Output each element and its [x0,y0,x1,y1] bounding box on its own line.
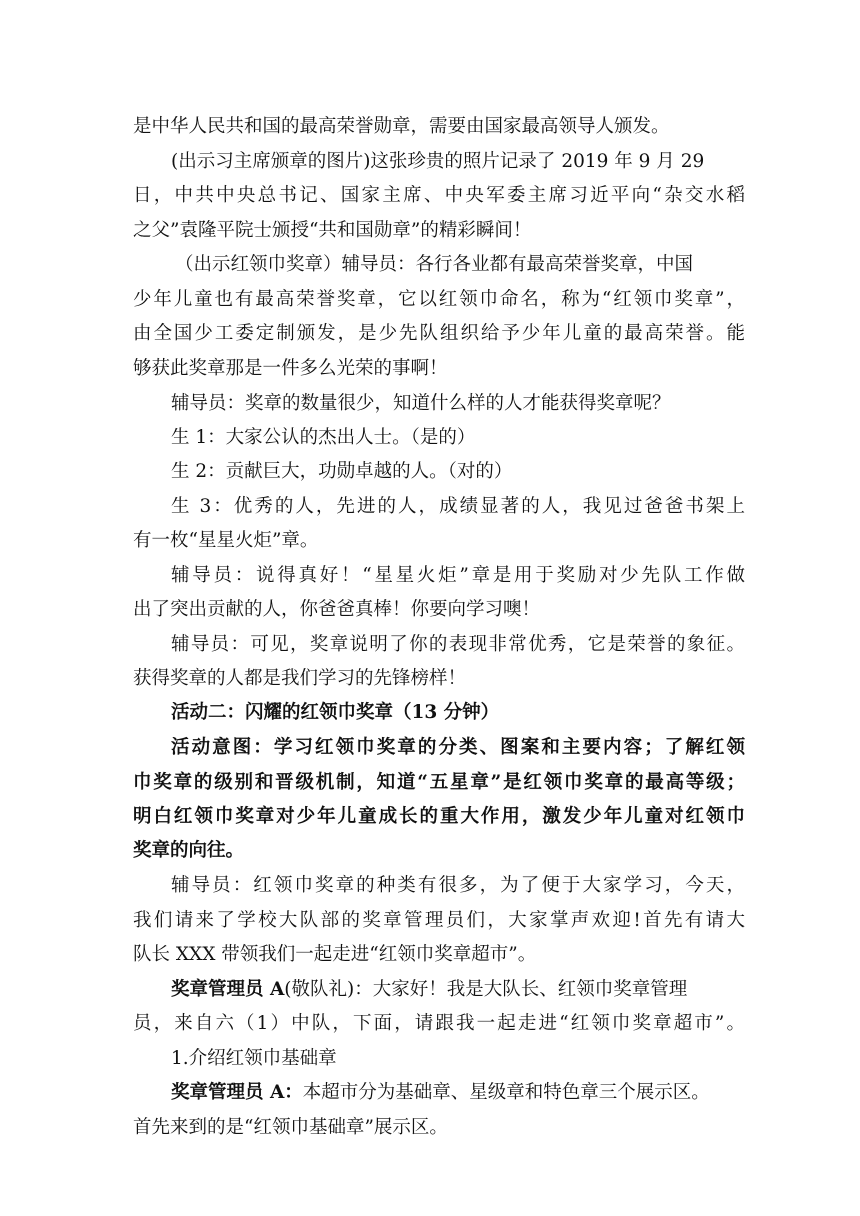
paragraph-line: 获得奖章的人都是我们学习的先锋榜样！ [133,668,467,689]
paragraph-line: 够获此奖章那是一件多么光荣的事啊！ [133,358,448,379]
paragraph-line: 辅导员：可见，奖章说明了你的表现非常优秀，它是荣誉的象征。 [171,634,745,655]
paragraph-line [171,1079,745,1107]
paragraph-line: 生 2：贡献巨大，功勋卓越的人。（对的） [171,461,513,482]
speech-text: (敬队礼)：大家好！我是大队长、红领巾奖章管理 [284,979,688,1000]
paragraph-line: 队长 XXX 带领我们一起走进“红领巾奖章超市”。 [133,944,537,965]
paragraph-line: 日，中共中央总书记、国家主席、中央军委主席习近平向“杂交水稻 [133,185,745,206]
paragraph-line: 辅导员：说得真好！“星星火炬”章是用于奖励对少先队工作做 [171,565,745,586]
paragraph-line [171,976,745,1004]
intent-line: 奖章的向往。 [133,840,245,861]
paragraph-line: 生 3：优秀的人，先进的人，成绩显著的人，我见过爸爸书架上 [171,496,745,517]
speaker-label: 奖章管理员 A [171,979,285,1000]
intent-line: 明白红领巾奖章对少年儿童成长的重大作用，激发少年儿童对红领巾 [133,806,745,827]
subheading: 1.介绍红领巾基础章 [171,1048,337,1069]
paragraph-line: 是中华人民共和国的最高荣誉勋章，需要由国家最高领导人颁发。 [133,116,670,137]
paragraph-line: 少年儿童也有最高荣誉奖章，它以红领巾命名，称为“红领巾奖章”， [133,289,745,310]
speaker-label: 奖章管理员 A： [171,1082,303,1103]
paragraph-line: 由全国少工委定制颁发，是少先队组织给予少年儿童的最高荣誉。能 [133,323,745,344]
paragraph-line: 我们请来了学校大队部的奖章管理员们，大家掌声欢迎!首先有请大 [133,910,745,931]
intent-line: 巾奖章的级别和晋级机制，知道“五星章”是红领巾奖章的最高等级； [133,772,745,793]
intent-line: 活动意图：学习红领巾奖章的分类、图案和主要内容；了解红领 [171,737,745,758]
paragraph-line: 辅导员：红领巾奖章的种类有很多，为了便于大家学习，今天， [171,875,745,896]
paragraph-line: 生 1：大家公认的杰出人士。（是的） [171,427,476,448]
paragraph-line: 之父”袁隆平院士颁授“共和国勋章”的精彩瞬间！ [133,220,532,241]
paragraph-line: 有一枚“星星火炬”章。 [133,530,319,551]
section-heading: 活动二：闪耀的红领巾奖章（13 分钟） [171,702,500,723]
paragraph-line: (出示习主席颁章的图片)这张珍贵的照片记录了 2019 年 9 月 29 [171,151,705,172]
paragraph-line: 员，来自六（1）中队，下面，请跟我一起走进“红领巾奖章超市”。 [133,1013,745,1034]
paragraph-line: 出了突出贡献的人，你爸爸真棒！你要向学习噢！ [133,599,541,620]
paragraph-line: （出示红领巾奖章）辅导员：各行各业都有最高荣誉奖章，中国 [175,254,694,275]
paragraph-line: 首先来到的是“红领巾基础章”展示区。 [133,1117,448,1138]
paragraph-line: 辅导员：奖章的数量很少，知道什么样的人才能获得奖章呢？ [171,393,671,414]
speech-text: 本超市分为基础章、星级章和特色章三个展示区。 [302,1082,710,1103]
